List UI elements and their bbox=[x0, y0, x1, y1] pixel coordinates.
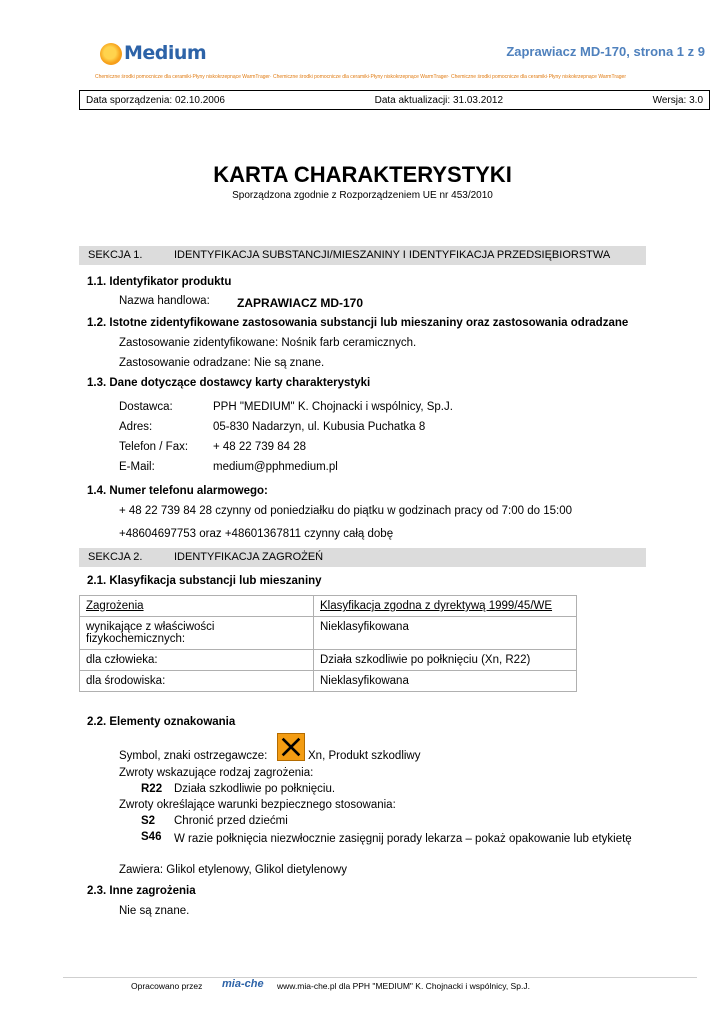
emergency-phone-2: +48604697753 oraz +48601367811 czynny całą dobę bbox=[119, 528, 394, 540]
section-number: SEKCJA 2. bbox=[88, 551, 143, 563]
created-date: Data sporządzenia: 02.10.2006 bbox=[86, 94, 225, 106]
page-subtitle: Sporządzona zgodnie z Rozporządzeniem UE nr 453/2010 bbox=[232, 190, 493, 201]
safety-label: Zwroty określające warunki bezpiecznego stosowania: bbox=[119, 799, 396, 811]
heading-1-4: 1.4. Numer telefonu alarmowego: bbox=[87, 485, 268, 497]
safety-text: Chronić przed dziećmi bbox=[174, 815, 288, 827]
table-cell: dla środowiska: bbox=[80, 671, 314, 692]
footer-credit[interactable]: www.mia-che.pl dla PPH "MEDIUM" K. Chojnacki i wspólnicy, Sp.J. bbox=[277, 981, 530, 991]
heading-1-1: 1.1. Identyfikator produktu bbox=[87, 276, 232, 288]
risk-code: R22 bbox=[141, 783, 163, 795]
safety-code: S2 bbox=[141, 815, 156, 827]
table-cell: wynikające z właściwości fizykochemicznych: bbox=[80, 617, 314, 650]
risk-text: Działa szkodliwie po połknięciu. bbox=[174, 783, 336, 795]
email-label: E-Mail: bbox=[119, 461, 155, 473]
medium-logo bbox=[100, 40, 215, 68]
table-cell: Nieklasyfikowana bbox=[314, 671, 577, 692]
emergency-phone-1: + 48 22 739 84 28 czynny od poniedziałku do piątku w godzinach pracy od 7:00 do 15:00 bbox=[119, 505, 572, 517]
address-value: 05-830 Nadarzyn, ul. Kubusia Puchatka 8 bbox=[213, 421, 426, 433]
symbol-value: Xn, Produkt szkodliwy bbox=[308, 750, 421, 762]
phone-label: Telefon / Fax: bbox=[119, 441, 189, 453]
contains-line: Zawiera: Glikol etylenowy, Glikol dietylenowy bbox=[119, 864, 347, 876]
symbol-label: Symbol, znaki ostrzegawcze: bbox=[119, 750, 268, 762]
heading-2-1: 2.1. Klasyfikacja substancji lub mieszaniny bbox=[87, 575, 322, 587]
address-label: Adres: bbox=[119, 421, 153, 433]
email-value[interactable]: medium@pphmedium.pl bbox=[213, 461, 338, 473]
table-header-row bbox=[80, 596, 577, 617]
page-title: KARTA CHARAKTERYSTYKI bbox=[213, 162, 512, 187]
doc-page-title: Zaprawiacz MD-170, strona 1 z 9 bbox=[506, 44, 705, 59]
footer-divider bbox=[63, 977, 697, 978]
heading-1-2: 1.2. Istotne zidentyfikowane zastosowania substancji lub mieszaniny oraz zastosowania odradzane bbox=[87, 317, 629, 329]
updated-date: Data aktualizacji: 31.03.2012 bbox=[374, 94, 504, 106]
heading-2-3: 2.3. Inne zagrożenia bbox=[87, 885, 196, 897]
harmful-xn-cross-icon bbox=[277, 733, 305, 761]
heading-2-2: 2.2. Elementy oznakowania bbox=[87, 716, 236, 728]
table-cell: Działa szkodliwie po połknięciu (Xn, R22) bbox=[314, 650, 577, 671]
classification-table bbox=[79, 595, 577, 692]
sun-logo-icon bbox=[100, 43, 122, 65]
section-name: IDENTYFIKACJA ZAGROŻEŃ bbox=[174, 551, 324, 563]
mia-che-logo: mia-che bbox=[222, 978, 264, 990]
table-header-cell: Klasyfikacja zgodna z dyrektywą 1999/45/WE bbox=[314, 596, 577, 617]
version: Wersja: 3.0 bbox=[652, 94, 703, 106]
table-header-cell: Zagrożenia bbox=[80, 596, 314, 617]
logo-text: Medium bbox=[124, 42, 207, 64]
other-hazards: Nie są znane. bbox=[119, 905, 190, 917]
section-number: SEKCJA 1. bbox=[88, 249, 143, 261]
risk-label: Zwroty wskazujące rodzaj zagrożenia: bbox=[119, 767, 314, 779]
table-row bbox=[80, 671, 577, 692]
trade-name-label: Nazwa handlowa: bbox=[119, 295, 210, 307]
supplier-value: PPH "MEDIUM" K. Chojnacki i wspólnicy, Sp.J. bbox=[213, 401, 453, 413]
section-2-header bbox=[79, 548, 646, 567]
table-cell: Nieklasyfikowana bbox=[314, 617, 577, 650]
footer-prepared-by: Opracowano przez bbox=[131, 981, 203, 991]
safety-text: W razie połknięcia niezwłocznie zasięgnij porady lekarza – pokaż opakowanie lub etykietę bbox=[174, 833, 632, 845]
use-advised: Zastosowanie odradzane: Nie są znane. bbox=[119, 357, 325, 369]
meta-box bbox=[79, 90, 710, 110]
supplier-label: Dostawca: bbox=[119, 401, 173, 413]
section-name: IDENTYFIKACJA SUBSTANCJI/MIESZANINY I IDENTYFIKACJA PRZEDSIĘBIORSTWA bbox=[174, 249, 611, 261]
phone-value: + 48 22 739 84 28 bbox=[213, 441, 307, 453]
table-cell: dla człowieka: bbox=[80, 650, 314, 671]
table-row bbox=[80, 617, 577, 650]
heading-1-3: 1.3. Dane dotyczące dostawcy karty charakterystyki bbox=[87, 377, 371, 389]
safety-code: S46 bbox=[141, 831, 162, 843]
trade-name-value: ZAPRAWIACZ MD-170 bbox=[237, 296, 364, 310]
table-row bbox=[80, 650, 577, 671]
use-identified: Zastosowanie zidentyfikowane: Nośnik farb ceramicznych. bbox=[119, 337, 417, 349]
header-slogan: Chemiczne środki pomocnicze dla ceramiki·Płyny niskokrzepnące WarmTrager· Chemiczne środki pomocnicze dla ceramiki·Płyny niskokrzepnące WarmTrager· Chemiczne środki pomocnicze dla ceramiki·Płyny niskokrzepnące WarmTrager bbox=[95, 74, 627, 80]
section-1-header bbox=[79, 246, 646, 265]
